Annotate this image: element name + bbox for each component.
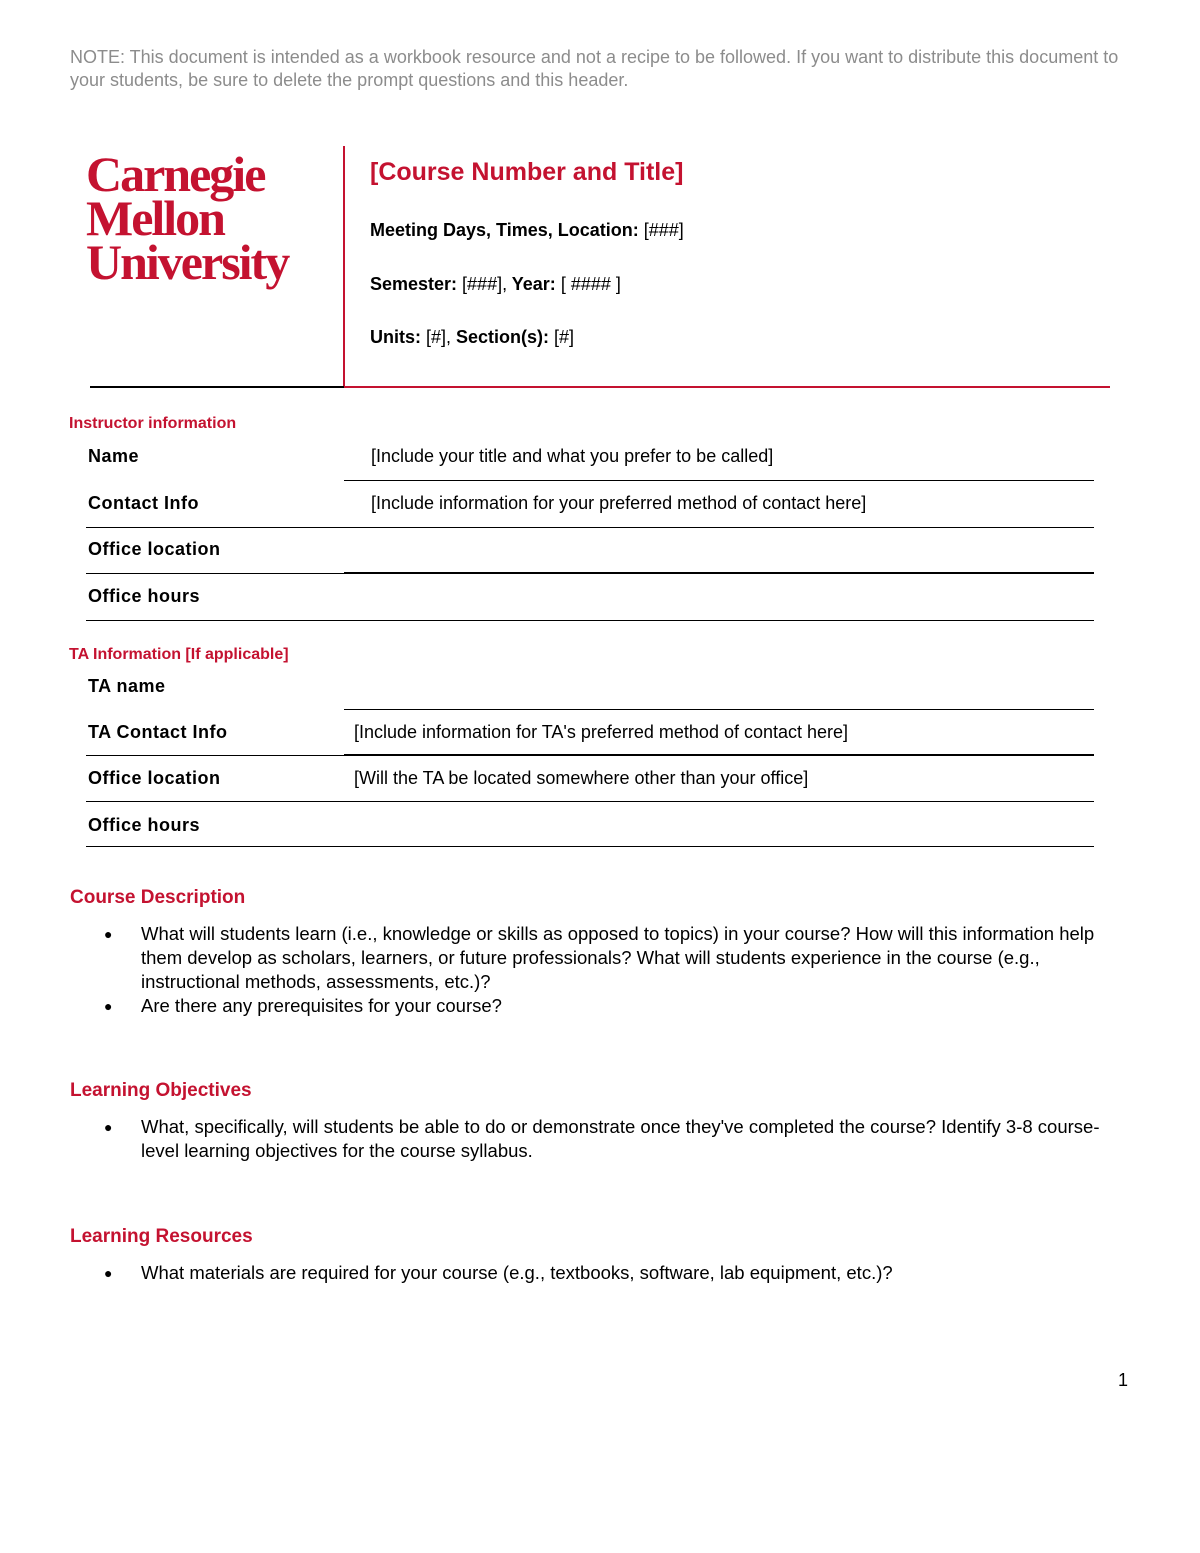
list-item-text: What will students learn (i.e., knowledge or skills as opposed to topics) in your course? How will this information help them develop as scholars, learners, or future professionals? What will students experience in the course (e.g., instructional methods, assessments, etc.)?: [141, 923, 1095, 992]
bullet-icon: ●: [104, 1265, 113, 1281]
instructor-name-value: [Include your title and what you prefer to be called]: [371, 446, 774, 466]
logo-line-2: Mellon: [86, 190, 224, 246]
table-rule: [86, 573, 344, 574]
instructor-office-location-label: Office location: [88, 539, 221, 559]
meeting-label: Meeting Days, Times, Location:: [370, 220, 639, 240]
instructor-contact-value: [Include information for your preferred method of contact here]: [371, 493, 867, 513]
ta-office-location-label: Office location: [88, 768, 221, 788]
header-vertical-divider: [343, 146, 345, 388]
table-rule: [86, 620, 1094, 621]
learning-objectives-list: [104, 1115, 1129, 1163]
ta-office-location-value: [Will the TA be located somewhere other than your office]: [354, 768, 809, 788]
course-description-list: [104, 922, 1129, 1018]
meeting-value: [###]: [638, 220, 684, 240]
meeting-info: [370, 220, 684, 241]
table-rule: [86, 755, 344, 756]
header-bottom-rule-left: [90, 386, 344, 388]
ta-contact-label: TA Contact Info: [88, 722, 228, 742]
instructor-office-hours-label: Office hours: [88, 586, 201, 606]
semester-value: [###],: [457, 274, 508, 294]
ta-name-label: TA name: [88, 676, 166, 696]
list-item: [104, 1115, 1129, 1163]
section-label: Section(s):: [451, 327, 550, 347]
table-rule: [344, 572, 1094, 574]
logo-line-3: University: [86, 234, 289, 290]
instructor-section-label: Instructor information: [69, 415, 237, 432]
table-rule: [344, 709, 1094, 710]
list-item: [104, 922, 1129, 994]
list-item-text: Are there any prerequisites for your course?: [141, 995, 502, 1016]
course-description-heading: Course Description: [70, 887, 246, 908]
instructor-contact-label: Contact Info: [88, 493, 199, 513]
bullet-icon: ●: [104, 926, 113, 942]
page-number: 1: [1118, 1370, 1129, 1390]
learning-resources-heading: Learning Resources: [70, 1226, 253, 1247]
table-rule: [86, 801, 1094, 802]
units-value: [#],: [421, 327, 452, 347]
table-rule: [86, 527, 1094, 528]
list-item-text: What, specifically, will students be able to do or demonstrate once they've completed the course? Identify 3-8 course-level learning objectives for the course syllabus.: [141, 1116, 1100, 1161]
learning-resources-list: [104, 1261, 1129, 1285]
bullet-icon: ●: [104, 998, 113, 1014]
ta-office-hours-label: Office hours: [88, 815, 201, 835]
bullet-icon: ●: [104, 1119, 113, 1135]
course-title: [Course Number and Title]: [370, 158, 684, 186]
list-item: [104, 994, 1129, 1018]
units-label: Units:: [370, 327, 421, 347]
logo-line-1: Carnegie: [86, 146, 265, 202]
table-rule: [86, 846, 1094, 847]
semester-info: [370, 274, 621, 295]
learning-objectives-heading: Learning Objectives: [70, 1080, 252, 1101]
instructor-name-label: Name: [88, 446, 140, 466]
table-rule: [344, 480, 1094, 481]
ta-contact-value: [Include information for TA's preferred method of contact here]: [354, 722, 849, 742]
year-label: Year:: [507, 274, 556, 294]
section-value: [#]: [549, 327, 575, 347]
ta-section-label: TA Information [If applicable]: [69, 646, 289, 663]
cmu-logo: [86, 146, 326, 290]
table-rule: [344, 754, 1094, 756]
units-info: [370, 327, 574, 348]
list-item: [104, 1261, 1129, 1285]
year-value: [ #### ]: [555, 274, 621, 294]
list-item-text: What materials are required for your course (e.g., textbooks, software, lab equipment, etc.)?: [141, 1262, 893, 1283]
header-bottom-rule-right: [344, 386, 1110, 388]
semester-label: Semester:: [370, 274, 458, 294]
document-note: NOTE: This document is intended as a workbook resource and not a recipe to be followed. If you want to distribute this document to your students, be sure to delete the prompt questions and this header.: [70, 47, 1119, 90]
